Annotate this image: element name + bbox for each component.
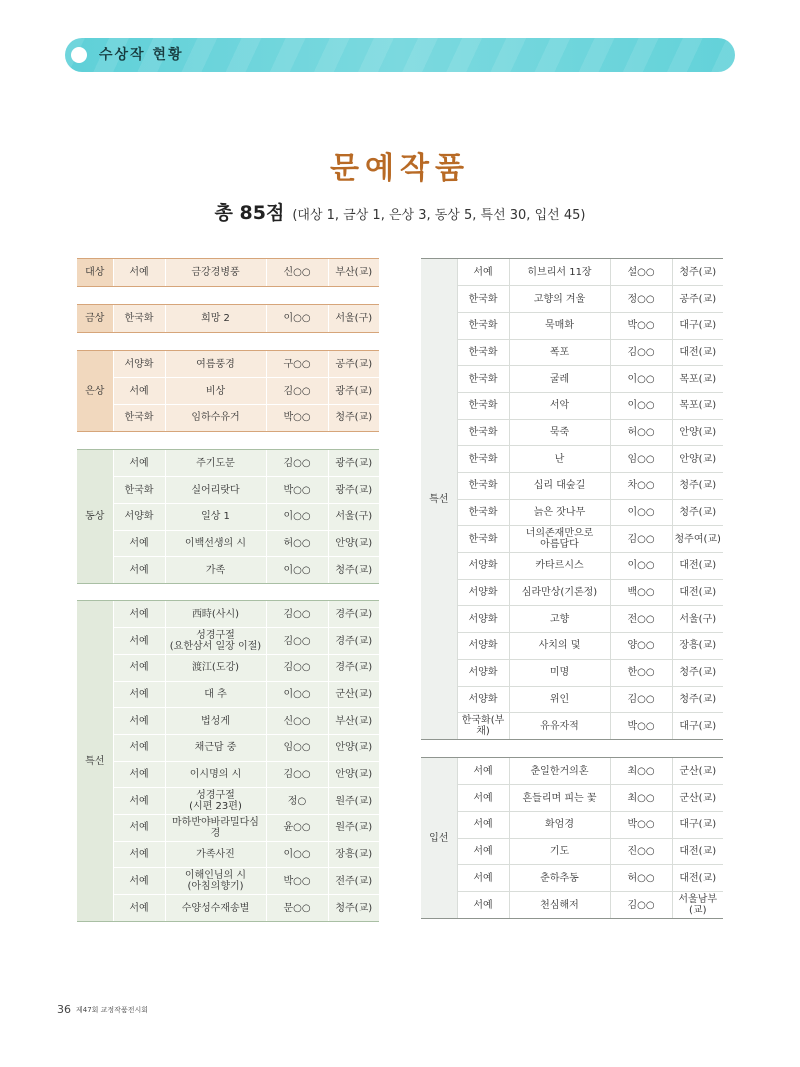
- table-row: [421, 758, 723, 785]
- artist-name-cell: 김○○: [266, 601, 328, 628]
- title-cell: 법성게: [165, 708, 266, 735]
- title-cell: 일상 1: [165, 503, 266, 530]
- title-cell: 춘일한거의혼: [509, 758, 610, 785]
- page-title: 문예작품: [330, 151, 470, 186]
- title-cell: 주기도문: [165, 450, 266, 477]
- award-table-grid: [77, 305, 379, 332]
- table-row: [77, 351, 379, 378]
- artist-name-cell: 김○○: [610, 891, 672, 918]
- artist-name-cell: 박○○: [266, 868, 328, 895]
- genre-cell: 서예: [113, 681, 165, 708]
- genre-cell: 서양화: [457, 553, 509, 580]
- artist-name-cell: 윤○○: [266, 815, 328, 842]
- award-table-teukseon-right: [421, 258, 723, 740]
- artist-name-cell: 신○○: [266, 259, 328, 286]
- table-row: [77, 868, 379, 895]
- genre-cell: 한국화: [457, 419, 509, 446]
- table-row: [77, 761, 379, 788]
- region-cell: 공주(교): [672, 286, 723, 313]
- artist-name-cell: 박○○: [266, 477, 328, 504]
- artist-name-cell: 이○○: [266, 841, 328, 868]
- table-row: [77, 815, 379, 842]
- title-cell: 채근담 중: [165, 734, 266, 761]
- region-cell: 청주(교): [672, 259, 723, 286]
- table-row: [421, 553, 723, 580]
- genre-cell: 서예: [113, 895, 165, 922]
- artist-name-cell: 백○○: [610, 579, 672, 606]
- title-cell: 묵매화: [509, 312, 610, 339]
- table-row: [77, 477, 379, 504]
- award-summary: [0, 198, 800, 225]
- artist-name-cell: 김○○: [610, 339, 672, 366]
- table-row: [421, 339, 723, 366]
- table-row: [77, 734, 379, 761]
- table-row: [421, 473, 723, 500]
- award-table-geumsang: [77, 304, 379, 333]
- genre-cell: 서예: [113, 868, 165, 895]
- title-cell: 서악: [509, 392, 610, 419]
- region-cell: 대구(교): [672, 811, 723, 838]
- title-cell: 카타르시스: [509, 553, 610, 580]
- title-cell: 이백선생의 시: [165, 530, 266, 557]
- genre-cell: 서양화: [457, 686, 509, 713]
- title-cell: 이해인님의 시 (아침의향기): [165, 868, 266, 895]
- region-cell: 군산(교): [672, 785, 723, 812]
- genre-cell: 서예: [113, 601, 165, 628]
- title-cell: 기도: [509, 838, 610, 865]
- region-cell: 전주(교): [328, 868, 379, 895]
- region-cell: 원주(교): [328, 788, 379, 815]
- region-cell: 청주(교): [672, 659, 723, 686]
- artist-name-cell: 설○○: [610, 259, 672, 286]
- table-row: [421, 865, 723, 892]
- region-cell: 청주여(교): [672, 526, 723, 553]
- award-table-daesang: [77, 258, 379, 287]
- region-cell: 안양(교): [328, 734, 379, 761]
- genre-cell: 서예: [457, 865, 509, 892]
- genre-cell: 서예: [457, 758, 509, 785]
- artist-name-cell: 전○○: [610, 606, 672, 633]
- table-row: [421, 785, 723, 812]
- artist-name-cell: 이○○: [610, 553, 672, 580]
- title-cell: 화엄경: [509, 811, 610, 838]
- table-row: [77, 450, 379, 477]
- artist-name-cell: 이○○: [610, 366, 672, 393]
- artist-name-cell: 김○○: [610, 526, 672, 553]
- award-table-grid: [421, 758, 723, 918]
- genre-cell: 서양화: [113, 351, 165, 378]
- genre-cell: 서양화: [457, 659, 509, 686]
- table-row: [421, 259, 723, 286]
- title-cell: 흔들리며 피는 꽃: [509, 785, 610, 812]
- title-cell: 이시명의 시: [165, 761, 266, 788]
- genre-cell: 한국화: [457, 366, 509, 393]
- region-cell: 청주(교): [328, 404, 379, 431]
- table-row: [421, 659, 723, 686]
- genre-cell: 한국화: [457, 392, 509, 419]
- region-cell: 대전(교): [672, 865, 723, 892]
- award-category-cell: 은상: [77, 351, 113, 431]
- region-cell: 장흥(교): [328, 841, 379, 868]
- artist-name-cell: 허○○: [610, 865, 672, 892]
- region-cell: 군산(교): [328, 681, 379, 708]
- artist-name-cell: 김○○: [266, 628, 328, 655]
- genre-cell: 서예: [113, 259, 165, 286]
- section-banner-label: 수상작 현황: [99, 47, 184, 63]
- award-table-grid: [77, 259, 379, 286]
- table-row: [77, 788, 379, 815]
- title-cell: 미명: [509, 659, 610, 686]
- award-table-grid: [77, 601, 379, 921]
- title-cell: 대 추: [165, 681, 266, 708]
- table-row: [77, 305, 379, 332]
- region-cell: 청주(교): [328, 557, 379, 584]
- region-cell: 서울(구): [328, 305, 379, 332]
- title-cell: 가족사진: [165, 841, 266, 868]
- region-cell: 광주(교): [328, 378, 379, 405]
- title-cell: 히브리서 11장: [509, 259, 610, 286]
- table-row: [421, 606, 723, 633]
- artist-name-cell: 신○○: [266, 708, 328, 735]
- region-cell: 서울(구): [672, 606, 723, 633]
- region-cell: 광주(교): [328, 450, 379, 477]
- genre-cell: 서예: [113, 530, 165, 557]
- table-row: [421, 419, 723, 446]
- award-table-ipseon: [421, 757, 723, 919]
- artist-name-cell: 김○○: [266, 761, 328, 788]
- genre-cell: 서예: [113, 708, 165, 735]
- title-cell: 마하반야바라밀다심경: [165, 815, 266, 842]
- table-row: [77, 708, 379, 735]
- title-cell: 희망 2: [165, 305, 266, 332]
- artist-name-cell: 정○○: [610, 286, 672, 313]
- award-category-cell: 금상: [77, 305, 113, 332]
- genre-cell: 서예: [113, 628, 165, 655]
- title-cell: 사치의 덫: [509, 633, 610, 660]
- artist-name-cell: 이○○: [266, 681, 328, 708]
- award-breakdown: (대상 1, 금상 1, 은상 3, 동상 5, 특선 30, 입선 45): [292, 208, 586, 223]
- genre-cell: 한국화: [457, 286, 509, 313]
- artist-name-cell: 김○○: [266, 378, 328, 405]
- award-category-cell: 특선: [421, 259, 457, 739]
- region-cell: 장흥(교): [672, 633, 723, 660]
- genre-cell: 한국화: [457, 312, 509, 339]
- table-row: [421, 891, 723, 918]
- artist-name-cell: 진○○: [610, 838, 672, 865]
- title-cell: 渡江(도강): [165, 654, 266, 681]
- region-cell: 공주(교): [328, 351, 379, 378]
- table-row: [421, 686, 723, 713]
- title-cell: 성경구절 (요한삼서 일장 이절): [165, 628, 266, 655]
- region-cell: 대구(교): [672, 713, 723, 740]
- title-cell: 금강경병풍: [165, 259, 266, 286]
- title-cell: 고향: [509, 606, 610, 633]
- artist-name-cell: 임○○: [266, 734, 328, 761]
- title-cell: 유유자적: [509, 713, 610, 740]
- region-cell: 안양(교): [672, 419, 723, 446]
- genre-cell: 한국화: [457, 473, 509, 500]
- table-row: [421, 838, 723, 865]
- table-row: [421, 526, 723, 553]
- table-row: [77, 378, 379, 405]
- artist-name-cell: 최○○: [610, 758, 672, 785]
- table-row: [421, 499, 723, 526]
- region-cell: 부산(교): [328, 259, 379, 286]
- award-category-cell: 동상: [77, 450, 113, 583]
- region-cell: 청주(교): [672, 499, 723, 526]
- region-cell: 안양(교): [328, 761, 379, 788]
- genre-cell: 한국화: [113, 477, 165, 504]
- award-table-dongsang: [77, 449, 379, 584]
- region-cell: 부산(교): [328, 708, 379, 735]
- award-table-grid: [77, 450, 379, 583]
- award-table-grid: [421, 259, 723, 739]
- artist-name-cell: 한○○: [610, 659, 672, 686]
- table-row: [421, 392, 723, 419]
- table-row: [421, 633, 723, 660]
- region-cell: 경주(교): [328, 628, 379, 655]
- award-table-grid: [77, 351, 379, 431]
- title-cell: 西時(사시): [165, 601, 266, 628]
- region-cell: 청주(교): [672, 473, 723, 500]
- table-row: [421, 811, 723, 838]
- artist-name-cell: 최○○: [610, 785, 672, 812]
- region-cell: 대전(교): [672, 339, 723, 366]
- title-cell: 위인: [509, 686, 610, 713]
- table-row: [421, 446, 723, 473]
- title-cell: 십리 대숲길: [509, 473, 610, 500]
- title-cell: 성경구절 (시편 23편): [165, 788, 266, 815]
- artist-name-cell: 박○○: [266, 404, 328, 431]
- title-cell: 여름풍경: [165, 351, 266, 378]
- genre-cell: 서양화: [457, 579, 509, 606]
- artist-name-cell: 박○○: [610, 811, 672, 838]
- artist-name-cell: 정○: [266, 788, 328, 815]
- artist-name-cell: 양○○: [610, 633, 672, 660]
- title-cell: 비상: [165, 378, 266, 405]
- title-cell: 고향의 겨울: [509, 286, 610, 313]
- award-table-eunsang: [77, 350, 379, 432]
- title-cell: 춘하추동: [509, 865, 610, 892]
- artist-name-cell: 김○○: [266, 654, 328, 681]
- genre-cell: 서양화: [113, 503, 165, 530]
- table-row: [77, 628, 379, 655]
- award-table-teukseon-left: [77, 600, 379, 922]
- genre-cell: 서예: [113, 654, 165, 681]
- genre-cell: 한국화: [113, 305, 165, 332]
- artist-name-cell: 이○○: [266, 557, 328, 584]
- title-cell: 굴레: [509, 366, 610, 393]
- title-cell: 가족: [165, 557, 266, 584]
- genre-cell: 한국화: [113, 404, 165, 431]
- genre-cell: 서예: [113, 450, 165, 477]
- artist-name-cell: 이○○: [266, 305, 328, 332]
- title-cell: 수양성수재송별: [165, 895, 266, 922]
- title-cell: 너의존재만으로 아름답다: [509, 526, 610, 553]
- genre-cell: 서예: [113, 378, 165, 405]
- page-number: 36: [57, 1003, 71, 1016]
- genre-cell: 서예: [457, 891, 509, 918]
- genre-cell: 한국화: [457, 499, 509, 526]
- region-cell: 안양(교): [672, 446, 723, 473]
- artist-name-cell: 김○○: [610, 686, 672, 713]
- artist-name-cell: 허○○: [266, 530, 328, 557]
- section-banner: [65, 38, 735, 72]
- table-row: [77, 681, 379, 708]
- genre-cell: 한국화(부채): [457, 713, 509, 740]
- region-cell: 원주(교): [328, 815, 379, 842]
- table-row: [77, 259, 379, 286]
- title-cell: 실어리랏다: [165, 477, 266, 504]
- artist-name-cell: 박○○: [610, 312, 672, 339]
- region-cell: 광주(교): [328, 477, 379, 504]
- region-cell: 경주(교): [328, 601, 379, 628]
- artist-name-cell: 이○○: [266, 503, 328, 530]
- table-row: [421, 713, 723, 740]
- region-cell: 청주(교): [328, 895, 379, 922]
- table-row: [77, 404, 379, 431]
- title-cell: 심라만상(기론정): [509, 579, 610, 606]
- region-cell: 목포(교): [672, 392, 723, 419]
- artist-name-cell: 이○○: [610, 499, 672, 526]
- artist-name-cell: 문○○: [266, 895, 328, 922]
- artist-name-cell: 허○○: [610, 419, 672, 446]
- artist-name-cell: 구○○: [266, 351, 328, 378]
- table-row: [77, 841, 379, 868]
- region-cell: 목포(교): [672, 366, 723, 393]
- genre-cell: 서예: [113, 557, 165, 584]
- genre-cell: 서예: [457, 811, 509, 838]
- artist-name-cell: 이○○: [610, 392, 672, 419]
- table-row: [77, 895, 379, 922]
- artist-name-cell: 임○○: [610, 446, 672, 473]
- genre-cell: 서양화: [457, 606, 509, 633]
- title-cell: 임하수유거: [165, 404, 266, 431]
- award-category-cell: 대상: [77, 259, 113, 286]
- region-cell: 대전(교): [672, 838, 723, 865]
- genre-cell: 서예: [113, 788, 165, 815]
- region-cell: 대전(교): [672, 579, 723, 606]
- bullet-dot-icon: [71, 47, 87, 63]
- genre-cell: 한국화: [457, 339, 509, 366]
- title-cell: 폭포: [509, 339, 610, 366]
- award-category-cell: 특선: [77, 601, 113, 921]
- award-total: 총 85점: [214, 202, 285, 224]
- title-cell: 천심해저: [509, 891, 610, 918]
- award-category-cell: 입선: [421, 758, 457, 918]
- genre-cell: 서예: [457, 785, 509, 812]
- footer-event-name: 제47회 교정작품전시회: [76, 1006, 148, 1014]
- region-cell: 대구(교): [672, 312, 723, 339]
- table-row: [421, 579, 723, 606]
- title-cell: 묵죽: [509, 419, 610, 446]
- genre-cell: 서예: [113, 841, 165, 868]
- region-cell: 경주(교): [328, 654, 379, 681]
- genre-cell: 한국화: [457, 526, 509, 553]
- region-cell: 대전(교): [672, 553, 723, 580]
- genre-cell: 한국화: [457, 446, 509, 473]
- region-cell: 서울남부(교): [672, 891, 723, 918]
- title-cell: 난: [509, 446, 610, 473]
- table-row: [421, 366, 723, 393]
- genre-cell: 서예: [113, 761, 165, 788]
- table-row: [77, 557, 379, 584]
- genre-cell: 서예: [457, 838, 509, 865]
- table-row: [421, 312, 723, 339]
- table-row: [77, 601, 379, 628]
- genre-cell: 서예: [457, 259, 509, 286]
- artist-name-cell: 차○○: [610, 473, 672, 500]
- table-row: [77, 530, 379, 557]
- genre-cell: 서양화: [457, 633, 509, 660]
- genre-cell: 서예: [113, 734, 165, 761]
- table-row: [77, 503, 379, 530]
- table-row: [421, 286, 723, 313]
- genre-cell: 서예: [113, 815, 165, 842]
- artist-name-cell: 김○○: [266, 450, 328, 477]
- region-cell: 군산(교): [672, 758, 723, 785]
- table-row: [77, 654, 379, 681]
- region-cell: 서울(구): [328, 503, 379, 530]
- artist-name-cell: 박○○: [610, 713, 672, 740]
- region-cell: 청주(교): [672, 686, 723, 713]
- region-cell: 안양(교): [328, 530, 379, 557]
- title-cell: 늙은 잣나무: [509, 499, 610, 526]
